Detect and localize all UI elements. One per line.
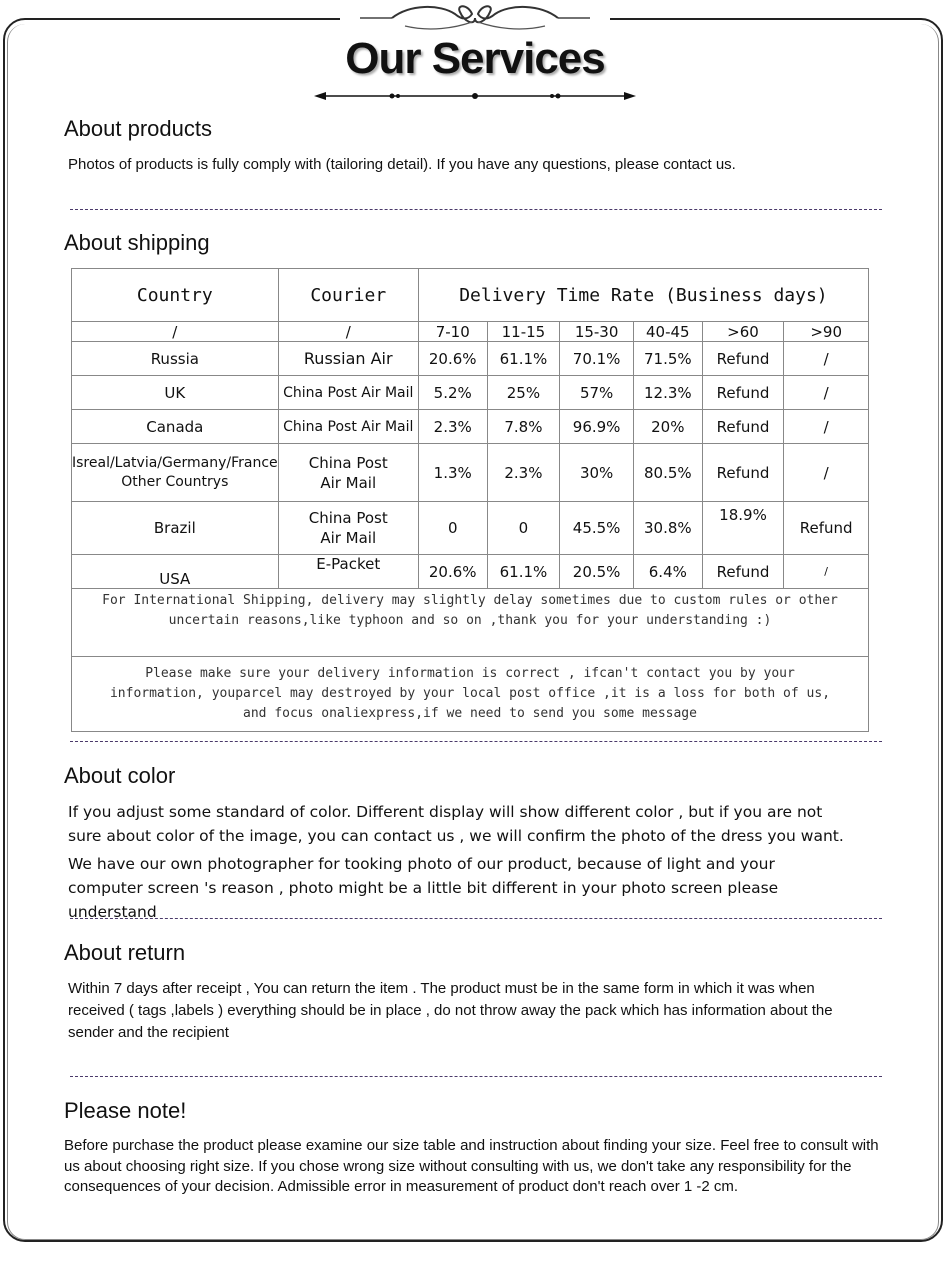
cell: Russia [72, 342, 279, 376]
cell: 7.8% [487, 410, 560, 444]
products-heading: About products [64, 116, 212, 141]
cell: 70.1% [560, 342, 634, 376]
divider [70, 209, 882, 210]
cell: 30.8% [633, 502, 702, 555]
cell: 25% [487, 376, 560, 410]
title-underline-ornament [312, 88, 638, 104]
cell: Refund [784, 502, 869, 555]
cell: 5.2% [418, 376, 487, 410]
shipping-note-delay: For International Shipping, delivery may slightly delay sometimes due to custom rules or other uncertain reasons,like typhoon and so on ,thank you for your understanding :) [72, 589, 869, 657]
table-row [72, 502, 869, 555]
shipping-table [71, 268, 869, 732]
range-cell: / [278, 322, 418, 342]
cell: 61.1% [487, 555, 560, 589]
products-text: Photos of products is fully comply with (tailoring detail). If you have any questions, please contact us. [68, 156, 736, 173]
header-courier: Courier [278, 269, 418, 322]
color-heading: About color [64, 763, 176, 788]
cell: Russian Air [278, 342, 418, 376]
table-row [72, 444, 869, 502]
cell: 6.4% [633, 555, 702, 589]
cell: 2.3% [418, 410, 487, 444]
cell: 45.5% [560, 502, 634, 555]
cell: / [784, 342, 869, 376]
range-cell: / [72, 322, 279, 342]
cell: USA [72, 555, 279, 589]
cell: Refund [702, 342, 784, 376]
table-row [72, 376, 869, 410]
cell: Refund [702, 444, 784, 502]
cell: 12.3% [633, 376, 702, 410]
cell: 20.6% [418, 555, 487, 589]
flourish-ornament [360, 0, 590, 36]
cell: 30% [560, 444, 634, 502]
cell: Refund [702, 376, 784, 410]
cell: China Post Air Mail [278, 444, 418, 502]
range-cell: 7-10 [418, 322, 487, 342]
cell: 20.5% [560, 555, 634, 589]
cell: Refund [702, 410, 784, 444]
return-heading: About return [64, 940, 186, 965]
cell: 20.6% [418, 342, 487, 376]
cell: 20% [633, 410, 702, 444]
divider [70, 1076, 882, 1077]
range-cell: >90 [784, 322, 869, 342]
cell: 1.3% [418, 444, 487, 502]
cell: 18.9% [702, 502, 784, 555]
table-row [72, 555, 869, 589]
range-cell: 40-45 [633, 322, 702, 342]
color-text-1: If you adjust some standard of color. Different display will show different color , but if you are not sure about color of the image, you can contact us , we will confirm the photo of the dress you want. [68, 803, 844, 845]
cell: / [784, 555, 869, 589]
cell: China Post Air Mail [278, 502, 418, 555]
return-text: Within 7 days after receipt , You can return the item . The product must be in the same form in which it was when received ( tags ,labels ) everything should be in place , do not throw away the pack which has information about the sender and the recipient [68, 980, 833, 1041]
header-delivery: Delivery Time Rate (Business days) [418, 269, 868, 322]
cell: Brazil [72, 502, 279, 555]
cell: / [784, 410, 869, 444]
cell: UK [72, 376, 279, 410]
cell: 57% [560, 376, 634, 410]
range-cell: >60 [702, 322, 784, 342]
cell: / [784, 376, 869, 410]
cell: China Post Air Mail [278, 410, 418, 444]
range-row [72, 322, 869, 342]
page-title: Our Services [345, 34, 605, 83]
cell: 80.5% [633, 444, 702, 502]
cell: Canada [72, 410, 279, 444]
range-cell: 15-30 [560, 322, 634, 342]
cell: 96.9% [560, 410, 634, 444]
cell: 61.1% [487, 342, 560, 376]
cell: China Post Air Mail [278, 376, 418, 410]
cell: 0 [487, 502, 560, 555]
cell: 0 [418, 502, 487, 555]
color-text-2: We have our own photographer for tooking photo of our product, because of light and your computer screen 's reason , photo might be a little bit different in your photo screen please understand [68, 855, 779, 921]
shipping-note-info: Please make sure your delivery information is correct , ifcan't contact you by your information, youparcel may destroyed by your local post office ,it is a loss for both of us, and focus onaliexpress,if we need to send you some message [72, 657, 869, 732]
cell: E-Packet [278, 555, 418, 589]
header-country: Country [72, 269, 279, 322]
cell: Isreal/Latvia/Germany/France Other Countrys [72, 444, 279, 502]
note-heading: Please note! [64, 1098, 187, 1123]
cell: 71.5% [633, 342, 702, 376]
table-row [72, 342, 869, 376]
note-text: Before purchase the product please examine our size table and instruction about finding your size. Feel free to consult with us about choosing right size. If you chose wrong size without consulting with us, we don't take any responsibility for the consequences of your decision. Admissible error in measurement of product don't reach over 1 -2 cm. [64, 1137, 879, 1195]
divider [70, 741, 882, 742]
table-row [72, 410, 869, 444]
cell: 2.3% [487, 444, 560, 502]
divider [70, 918, 882, 919]
range-cell: 11-15 [487, 322, 560, 342]
cell: / [784, 444, 869, 502]
shipping-heading: About shipping [64, 230, 210, 255]
cell: Refund [702, 555, 784, 589]
